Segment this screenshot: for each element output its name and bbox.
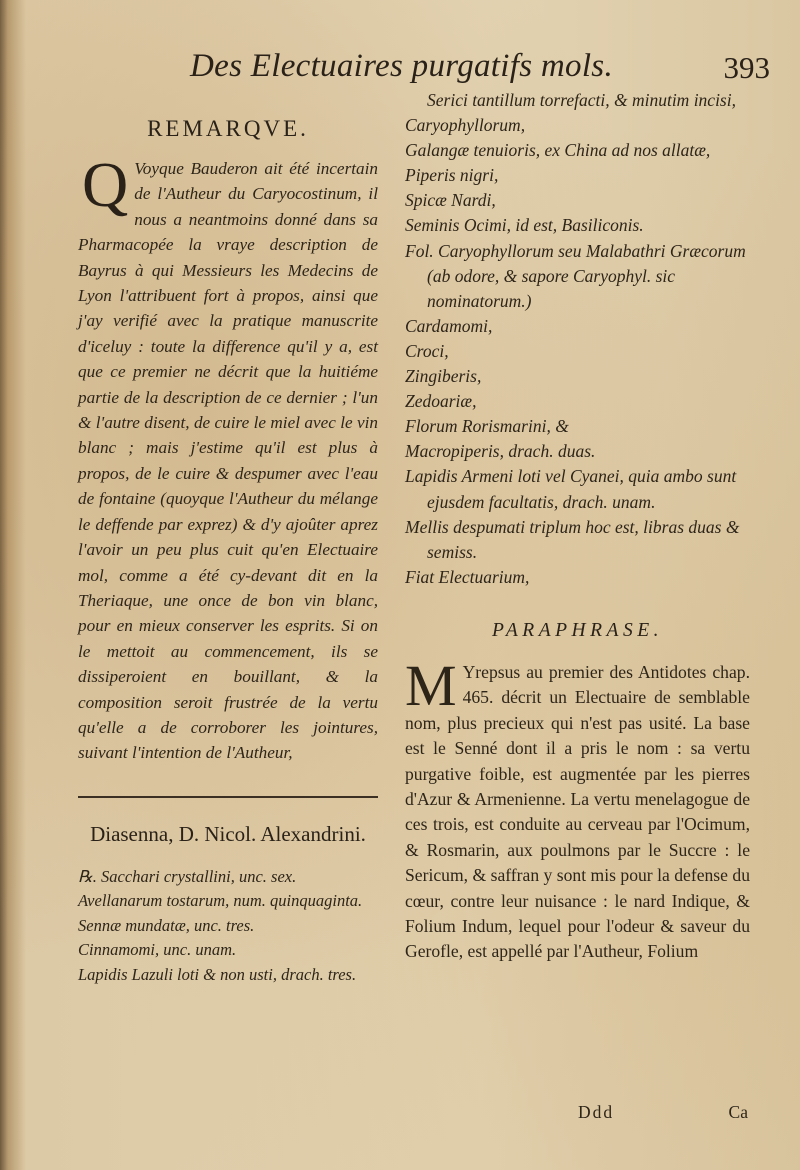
recipe-item: Florum Rorismarini, & bbox=[405, 416, 569, 437]
remarque-paragraph bbox=[78, 149, 378, 766]
recipe-item: Fiat Electuarium, bbox=[405, 566, 530, 587]
recipe-item: Serici tantillum torrefacti, & minutim incisi, bbox=[427, 90, 736, 110]
signature-mark: Ddd bbox=[578, 1102, 615, 1122]
recipe-item: Mellis despumati triplum hoc est, libras duas & semiss. bbox=[405, 516, 740, 562]
remarque-text: Voyque Bauderon ait été incertain de l'Autheur du Caryocostinum, il nous a neantmoins donné dans sa Pharmacopée la vraye description de Bayrus à qui Messieurs les Medecins de Lyon l'attribuent fort à propos, ainsi que j'ay verifié avec la pratique manuscrite d'iceluy : toute la difference qu'il y a, est que ce premier ne décrit que la huitiéme partie de la description de ce dernier ; l'un & l'autre disent, de cuire le miel avec le vin blanc ; mais j'estime qu'il est plus à propos, de le cuire & despumer avec l'eau de fontaine (quoyque l'Autheur du mélange le deffende par exprez) & d'y ajoûter aprez l'avoir un peu plus cuit qu'en Electuaire mol, comme a été cy-devant dit en la Theriaque, une once de bon vin blanc, pour en mieux conserver les esprits. Si on le mettoit au commencement, ils se dissiperoient en bouillant, & la composition seroit frustrée de la vertu qu'elle a de corroborer les jointures, suivant l'intention de l'Autheur, bbox=[78, 159, 378, 763]
running-title: Des Electuaires purgatifs mols. bbox=[190, 48, 613, 84]
paraphrase-paragraph bbox=[405, 652, 750, 965]
recipe-item: Spicæ Nardi, bbox=[405, 190, 496, 211]
recipe-item: Caryophyllorum, bbox=[405, 115, 526, 136]
page-number: 393 bbox=[723, 50, 770, 85]
catchword: Ca bbox=[728, 1102, 748, 1122]
recipe-item: Zedoariæ, bbox=[405, 391, 477, 412]
recipe-item: Piperis nigri, bbox=[405, 165, 499, 186]
recipe-item: Zingiberis, bbox=[405, 366, 482, 387]
recipe-item: ℞. Sacchari crystallini, unc. sex. bbox=[78, 866, 297, 886]
recipe-item: Cinnamomi, unc. unam. bbox=[78, 940, 237, 960]
right-column bbox=[405, 88, 750, 965]
recipe-item: Galangæ tenuioris, ex China ad nos allatæ, bbox=[405, 140, 711, 161]
remarque-heading: REMARQVE. bbox=[147, 116, 309, 141]
recipe-item: Macropiperis, drach. duas. bbox=[405, 441, 596, 462]
paraphrase-dropcap: M bbox=[405, 652, 457, 718]
recipe-item: Lapidis Armeni loti vel Cyanei, quia ambo sunt ejusdem facultatis, drach. unam. bbox=[405, 466, 737, 512]
recipe-list bbox=[78, 865, 378, 988]
recipe-item: Sennæ mundatæ, unc. tres. bbox=[78, 915, 255, 935]
diasenna-heading: Diasenna, D. Nicol. Alexandrini. bbox=[90, 821, 366, 846]
paraphrase-text: Yrepsus au premier des Antidotes chap. 465. décrit un Electuaire de semblable nom, plus precieux qui n'est pas usité. La base est le Senné dont il a pris le nom : sa vertu purgative foible, est augmentée par les pierres d'Azur & Armenienne. La vertu menelagogue de ces trois, est conduite au cerveau par l'Ocimum, & Rosmarin, aux poulmons par le Succre : le Sericum, & saffran y sont mis pour la defense du cœur, contre leur nuisance : le nard Indique, & Folium Indum, lequel pour l'odeur & saveur du Gerofle, est appellé par l'Autheur, Folium bbox=[405, 661, 750, 962]
recipe-item: Seminis Ocimi, id est, Basiliconis. bbox=[405, 215, 644, 236]
paraphrase-heading: PARAPHRASE. bbox=[492, 619, 663, 641]
recipe-item: Lapidis Lazuli loti & non usti, drach. tres. bbox=[78, 964, 357, 984]
remarque-dropcap: Q bbox=[82, 149, 129, 220]
left-column bbox=[78, 110, 378, 987]
recipe-item: Avellanarum tostarum, num. quinquaginta. bbox=[78, 891, 363, 911]
recipe-item: Croci, bbox=[405, 340, 449, 361]
running-header bbox=[190, 48, 770, 92]
recipe-list-continued bbox=[405, 88, 750, 590]
recipe-item: Fol. Caryophyllorum seu Malabathri Græcorum (ab odore, & sapore Caryophyl. sic nominatorum.) bbox=[405, 240, 746, 311]
recipe-item: Cardamomi, bbox=[405, 315, 493, 336]
section-divider bbox=[78, 796, 378, 798]
